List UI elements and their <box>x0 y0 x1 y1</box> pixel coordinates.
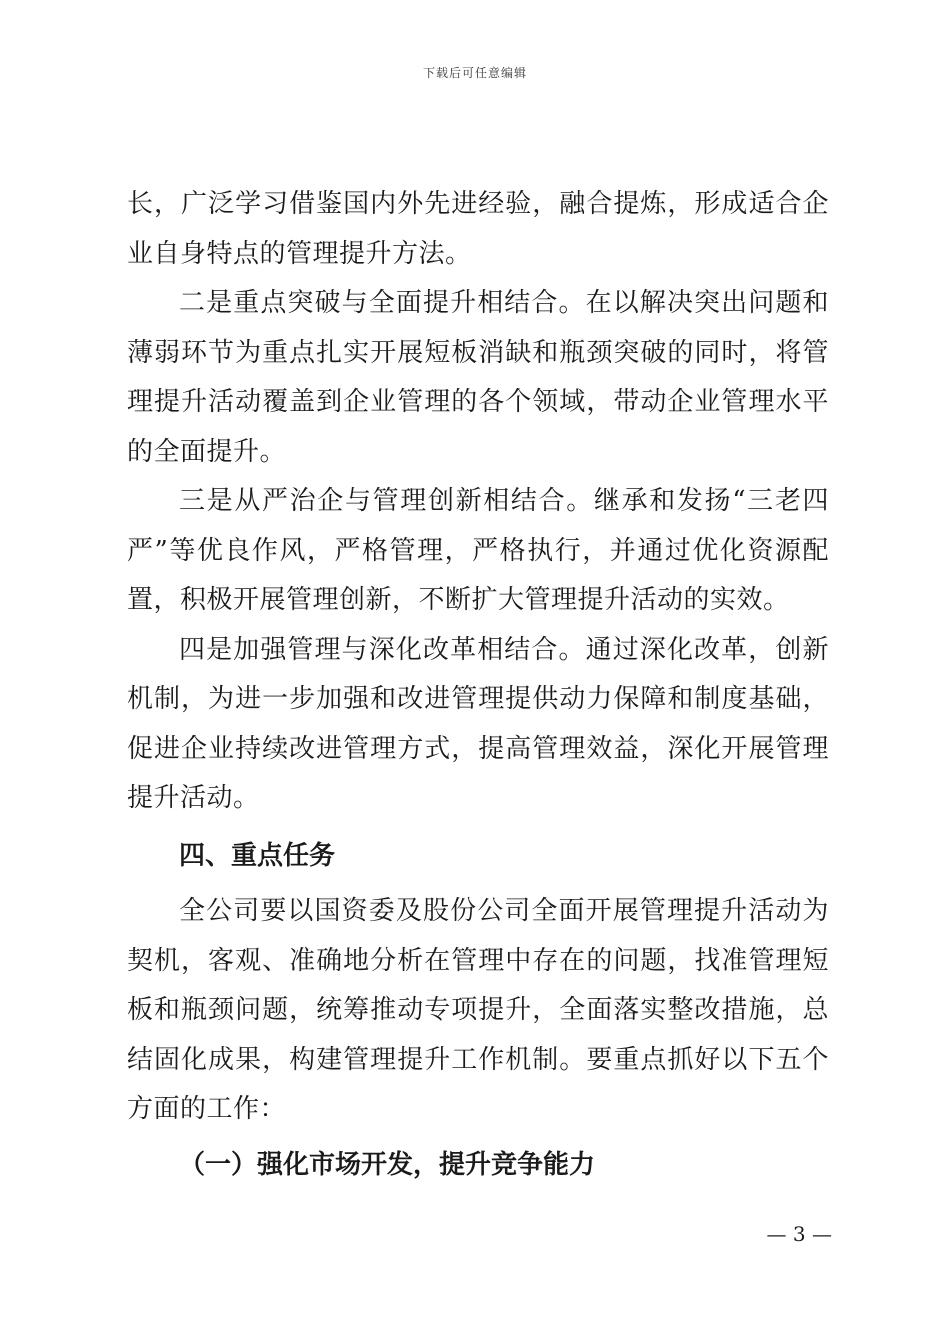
page-header: 下载后可任意编辑 <box>422 66 527 80</box>
section-heading: 四、重点任务 <box>179 840 336 871</box>
paragraph-continuation: 长，广泛学习借鉴国内外先进经验，融合提炼，形成适合企业自身特点的管理提升方法。 <box>127 189 829 269</box>
paragraph-principle-three: 三是从严治企与管理创新相结合。继承和发扬“三老四严”等优良作风，严格管理，严格执行，并通过优化资源配置，积极开展管理创新，不断扩大管理提升活动的实效。 <box>127 486 829 615</box>
section-paragraph: 全公司要以国资委及股份公司全面开展管理提升活动为契机，客观、准确地分析在管理中存在的问题，找准管理短板和瓶颈问题，统筹推动专项提升，全面落实整改措施，总结固化成果，构建管理提升工作机制。要重点抓好以下五个方面的工作： <box>127 896 829 1124</box>
subsection-heading: （一）强化市场开发，提升竞争能力 <box>179 1149 596 1180</box>
document-body <box>127 180 829 1190</box>
page-number: — 3 — <box>766 1222 832 1246</box>
paragraph-principle-two: 二是重点突破与全面提升相结合。在以解决突出问题和薄弱环节为重点扎实开展短板消缺和瓶颈突破的同时，将管理提升活动覆盖到企业管理的各个领域，带动企业管理水平的全面提升。 <box>127 288 829 467</box>
paragraph-principle-four: 四是加强管理与深化改革相结合。通过深化改革，创新机制，为进一步加强和改进管理提供动力保障和制度基础，促进企业持续改进管理方式，提高管理效益，深化开展管理提升活动。 <box>127 634 829 813</box>
